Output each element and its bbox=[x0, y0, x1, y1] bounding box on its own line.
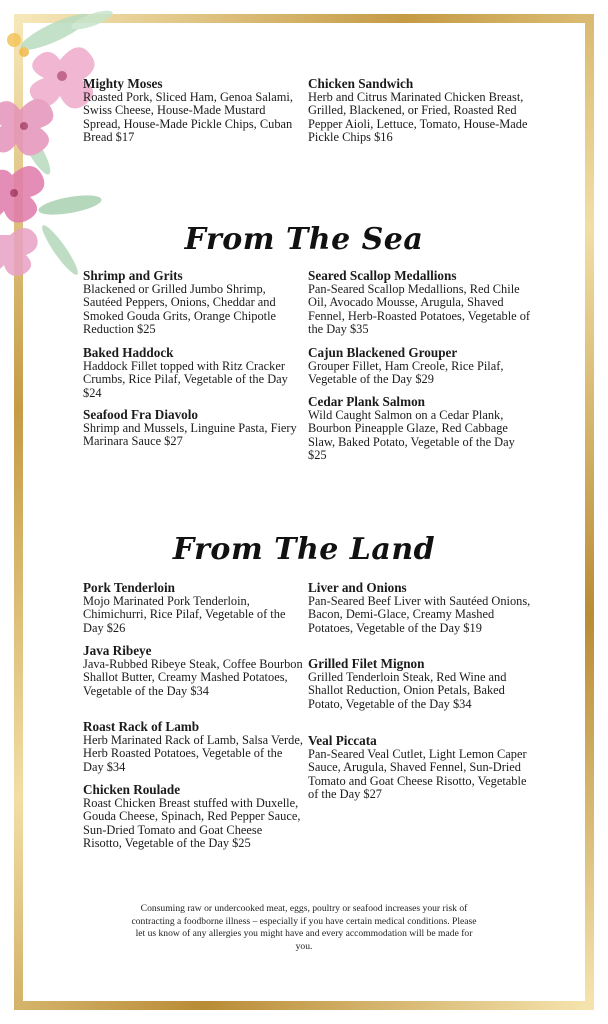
menu-item-chicken-roulade bbox=[83, 783, 303, 850]
item-description: Haddock Fillet topped with Ritz Cracker Crumbs, Rice Pilaf, Vegetable of the Day $24 bbox=[83, 359, 288, 400]
menu-item-cajun-grouper bbox=[308, 346, 533, 387]
section-title-sea: From The Sea bbox=[184, 222, 424, 257]
item-description: Grouper Fillet, Ham Creole, Rice Pilaf, Vegetable of the Day $29 bbox=[308, 359, 504, 387]
item-description: Mojo Marinated Pork Tenderloin, Chimichurri, Rice Pilaf, Vegetable of the Day $26 bbox=[83, 594, 286, 635]
menu-item-liver-onions bbox=[308, 581, 533, 635]
item-name: Chicken Roulade bbox=[83, 782, 181, 797]
allergy-disclaimer: Consuming raw or undercooked meat, eggs, poultry or seafood increases your risk of contracting a foodborne illness – especially if you have certain medical conditions. Please let us know of any allergies you might have and every accommodation will be made for you. bbox=[131, 903, 477, 952]
item-description: Java-Rubbed Ribeye Steak, Coffee Bourbon Shallot Butter, Creamy Mashed Potatoes, Vegetable of the Day $34 bbox=[83, 657, 303, 698]
item-description: Pan-Seared Veal Cutlet, Light Lemon Caper Sauce, Arugula, Shaved Fennel, Sun-Dried Tomato and Goat Cheese Risotto, Vegetable of the Day $27 bbox=[308, 747, 527, 801]
item-description: Roasted Pork, Sliced Ham, Genoa Salami, Swiss Cheese, House-Made Mustard Spread, House-Made Pickle Chips, Cuban Bread $17 bbox=[83, 90, 293, 144]
item-name: Pork Tenderloin bbox=[83, 580, 175, 595]
menu-item-seafood-fra-diavolo bbox=[83, 408, 303, 449]
item-description: Grilled Tenderloin Steak, Red Wine and Shallot Reduction, Onion Petals, Baked Potato, Vegetable of the Day $34 bbox=[308, 670, 507, 711]
item-description: Roast Chicken Breast stuffed with Duxelle, Gouda Cheese, Spinach, Red Pepper Sauce, Sun-Dried Tomato and Goat Cheese Risotto, Vegetable of the Day $25 bbox=[83, 796, 301, 850]
item-name: Liver and Onions bbox=[308, 580, 407, 595]
item-description: Blackened or Grilled Jumbo Shrimp, Sautéed Peppers, Onions, Cheddar and Smoked Gouda Grits, Orange Chipotle Reduction $25 bbox=[83, 282, 277, 336]
item-description: Herb Marinated Rack of Lamb, Salsa Verde, Herb Roasted Potatoes, Vegetable of the Day $34 bbox=[83, 733, 303, 774]
menu-item-baked-haddock bbox=[83, 346, 303, 400]
menu-item-java-ribeye bbox=[83, 644, 303, 698]
item-name: Cedar Plank Salmon bbox=[308, 394, 426, 409]
item-name: Veal Piccata bbox=[308, 733, 377, 748]
menu-item-cedar-plank-salmon bbox=[308, 395, 533, 462]
item-name: Java Ribeye bbox=[83, 643, 152, 658]
item-name: Seafood Fra Diavolo bbox=[83, 407, 199, 422]
section-title-land: From The Land bbox=[172, 532, 436, 567]
menu-item-filet-mignon bbox=[308, 657, 533, 711]
menu-item-seared-scallop bbox=[308, 269, 533, 336]
item-description: Pan-Seared Scallop Medallions, Red Chile Oil, Avocado Mousse, Arugula, Shaved Fennel, Herb-Roasted Potatoes, Vegetable of the Day $35 bbox=[308, 282, 531, 336]
menu-item-rack-of-lamb bbox=[83, 720, 303, 774]
item-name: Baked Haddock bbox=[83, 345, 174, 360]
item-name: Grilled Filet Mignon bbox=[308, 656, 425, 671]
item-name: Mighty Moses bbox=[83, 76, 163, 91]
menu-item-veal-piccata bbox=[308, 734, 533, 801]
item-description: Wild Caught Salmon on a Cedar Plank, Bourbon Pineapple Glaze, Red Cabbage Slaw, Baked Potato, Vegetable of the Day $25 bbox=[308, 408, 515, 462]
menu-item-chicken-sandwich bbox=[308, 77, 533, 144]
menu-item-shrimp-grits bbox=[83, 269, 303, 336]
item-description: Shrimp and Mussels, Linguine Pasta, Fiery Marinara Sauce $27 bbox=[83, 421, 297, 449]
menu-item-pork-tenderloin bbox=[83, 581, 303, 635]
item-name: Chicken Sandwich bbox=[308, 76, 414, 91]
item-name: Roast Rack of Lamb bbox=[83, 719, 200, 734]
menu-item-mighty-moses bbox=[83, 77, 303, 144]
watercolor-flowers-icon bbox=[0, 0, 130, 310]
item-name: Seared Scallop Medallions bbox=[308, 268, 457, 283]
item-name: Shrimp and Grits bbox=[83, 268, 183, 283]
item-name: Cajun Blackened Grouper bbox=[308, 345, 458, 360]
item-description: Pan-Seared Beef Liver with Sautéed Onions, Bacon, Demi-Glace, Creamy Mashed Potatoes, Vegetable of the Day $19 bbox=[308, 594, 531, 635]
item-description: Herb and Citrus Marinated Chicken Breast, Grilled, Blackened, or Fried, Roasted Red Pepper Aioli, Lettuce, Tomato, House-Made Pickle Chips $16 bbox=[308, 90, 528, 144]
